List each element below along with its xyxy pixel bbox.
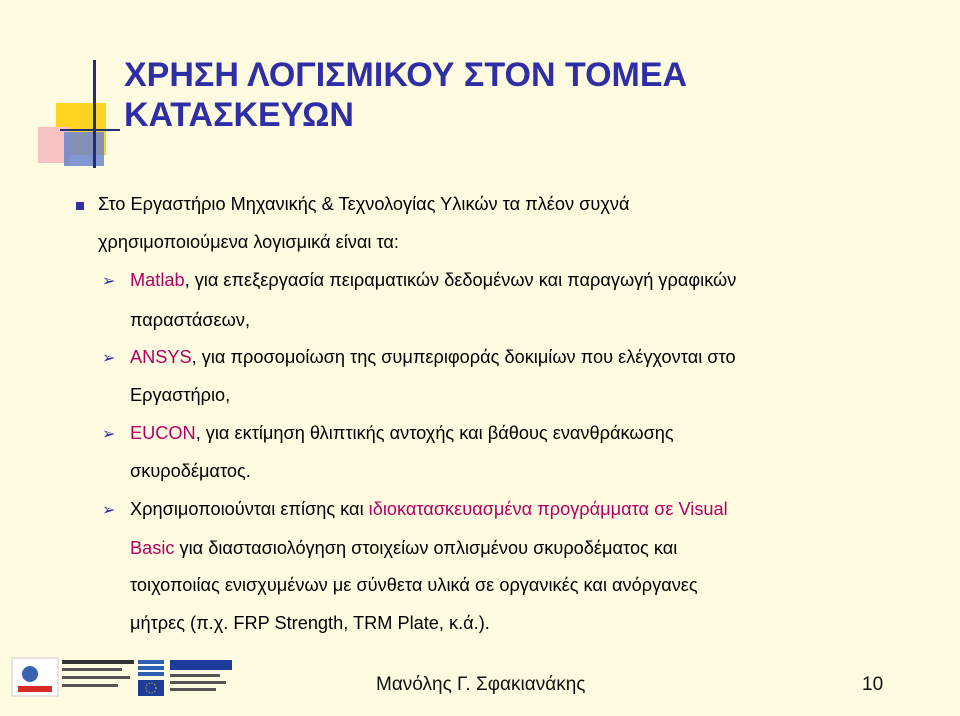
item-matlab-line-1: [130, 270, 736, 291]
decor-horizontal-line: [60, 129, 120, 131]
arrow-bullet-icon: ➢: [102, 500, 116, 519]
sponsor-logos-icon: [10, 656, 235, 698]
item-eucon-text: , για εκτίμηση θλιπτικής αντοχής και βάθους ενανθράκωσης: [195, 423, 674, 443]
item-ansys-line-1: [130, 347, 736, 368]
item-matlab-name: Matlab: [130, 270, 185, 290]
footer-logos: [10, 656, 235, 698]
arrow-bullet-icon: ➢: [102, 424, 116, 443]
item-ansys-text: , για προσομοίωση της συμπεριφοράς δοκιμίων που ελέγχονται στο: [191, 347, 736, 367]
page-number: 10: [862, 674, 884, 695]
title-line-2: ΚΑΤΑΣΚΕΥΩΝ: [124, 96, 354, 134]
item-custom-line-3: τοιχοποιίας ενισχυμένων με σύνθετα υλικά σε οργανικές και ανόργανες: [130, 575, 698, 595]
item-eucon-name: EUCON: [130, 423, 196, 443]
item-matlab-text: , για επεξεργασία πειραματικών δεδομένων και παραγωγή γραφικών: [184, 270, 737, 290]
arrow-bullet-icon: ➢: [102, 271, 116, 290]
item-custom-text-b: για διαστασιολόγηση στοιχείων οπλισμένου σκυροδέματος και: [174, 538, 678, 558]
item-ansys-name: ANSYS: [130, 347, 192, 367]
item-custom-line-1: [130, 499, 728, 520]
item-eucon-line-1: [130, 423, 674, 444]
item-custom-accent-b: Basic: [130, 538, 175, 558]
item-matlab-line-2: παραστάσεων,: [130, 310, 251, 330]
item-eucon-line-2: σκυροδέματος.: [130, 461, 251, 481]
title-line-1: ΧΡΗΣΗ ΛΟΓΙΣΜΙΚΟΥ ΣΤΟΝ ΤΟΜΕΑ: [124, 56, 688, 94]
item-custom-line-4: μήτρες (π.χ. FRP Strength, TRM Plate, κ.ά.).: [130, 613, 490, 633]
decor-vertical-line: [93, 60, 96, 168]
intro-line-1: Στο Εργαστήριο Μηχανικής & Τεχνολογίας Υλικών τα πλέον συχνά: [98, 194, 630, 214]
item-custom-accent-a: ιδιοκατασκευασμένα προγράμματα σε Visual: [368, 499, 728, 519]
arrow-bullet-icon: ➢: [102, 348, 116, 367]
footer-author: Μανόλης Γ. Σφακιανάκης: [376, 674, 586, 695]
item-ansys-line-2: Εργαστήριο,: [130, 385, 231, 405]
item-custom-line-2: [130, 538, 677, 559]
intro-line-2: χρησιμοποιούμενα λογισμικά είναι τα:: [98, 232, 399, 252]
decor-blue-square: [64, 132, 104, 166]
item-custom-text-a: Χρησιμοποιούνται επίσης και: [130, 499, 369, 519]
slide-title: [124, 55, 944, 135]
square-bullet-icon: [76, 202, 84, 210]
